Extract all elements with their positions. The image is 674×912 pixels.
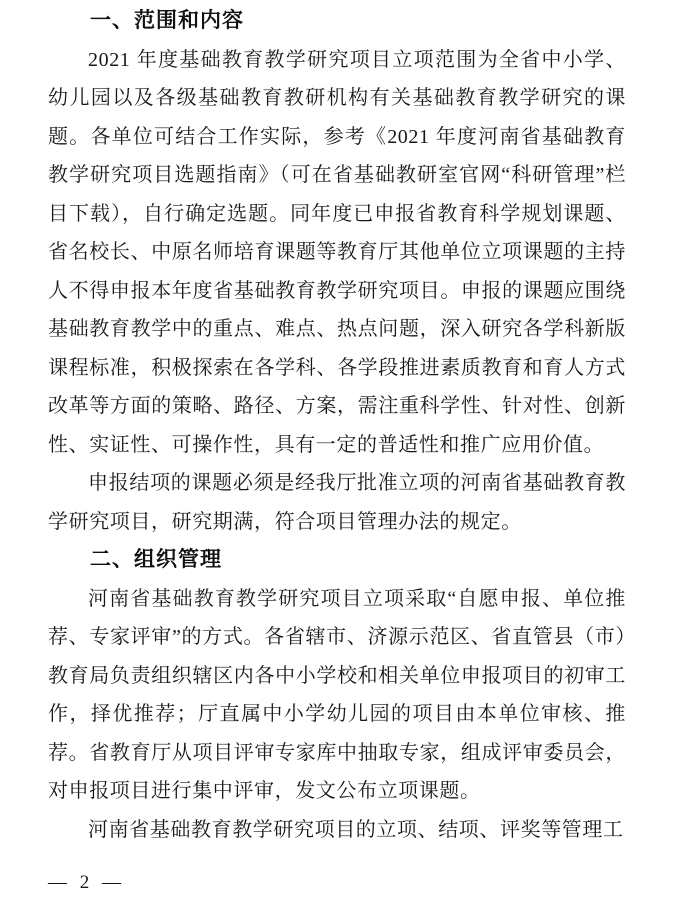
paragraph-completion-requirement: 申报结项的课题必须是经我厅批准立项的河南省基础教育教学研究项目，研究期满，符合项目管理办法的规定。: [48, 472, 626, 533]
section-heading-organization-management: 二、组织管理: [90, 548, 222, 571]
paragraph-management-continued: 河南省基础教育教学研究项目的立项、结项、评奖等管理工: [88, 818, 624, 841]
paragraph-scope-details: 2021 年度基础教育教学研究项目立项范围为全省中小学、幼儿园以及各级基础教育教研机构有关基础教育教学研究的课题。各单位可结合工作实际，参考《2021 年度河南省基础教育教学研究项目选题指南》（可在省基础教研室官网“科研管理”栏目下载），自行确定选题。同年度已申报省教育科学规划课题、省名校长、中原名师培育课题等教育厅其他单位立项课题的主持人不得申报本年度省基础教育教学研究项目。申报的课题应围绕基础教育教学中的重点、难点、热点问题，深入研究各学科新版课程标准，积极探索在各学科、各学段推进素质教育和育人方式改革等方面的策略、路径、方案，需注重科学性、针对性、创新性、实证性、可操作性，具有一定的普适性和推广应用价值。: [48, 48, 626, 456]
document-body: [48, 2, 626, 849]
paragraph-application-review-process: 河南省基础教育教学研究项目立项采取“自愿申报、单位推荐、专家评审”的方式。各省辖市、济源示范区、省直管县（市）教育局负责组织辖区内各中小学校和相关单位申报项目的初审工作，择优推荐；厅直属中小学幼儿园的项目由本单位审核、推荐。省教育厅从项目评审专家库中抽取专家，组成评审委员会，对申报项目进行集中评审，发文公布立项课题。: [48, 587, 626, 802]
section-heading-scope-and-content: 一、范围和内容: [90, 9, 244, 32]
page-number: — 2 —: [48, 872, 125, 893]
